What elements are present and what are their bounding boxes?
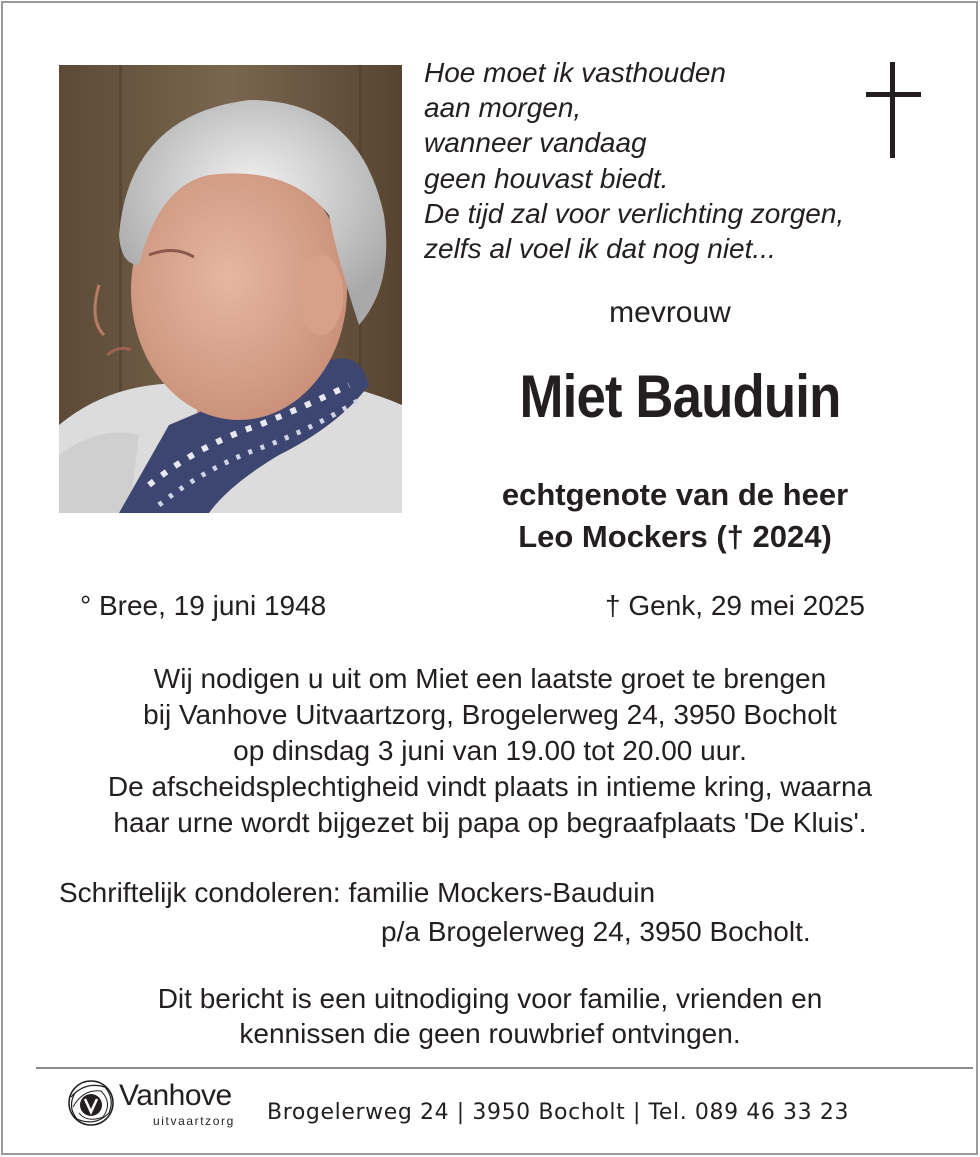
notice-text [40, 981, 940, 1051]
portrait-photo [59, 65, 402, 513]
vanhove-logo-mark-icon [65, 1077, 117, 1129]
spouse-line: echtgenote van de heer [501, 477, 849, 512]
invitation-line: haar urne wordt bijgezet bij papa op begraafplaats 'De Kluis'. [113, 807, 867, 838]
invitation-text [40, 661, 940, 841]
deceased-name: Miet Bauduin [519, 363, 841, 430]
notice-line: kennissen die geen rouwbrief ontvingen. [239, 1018, 741, 1049]
invitation-line: Wij nodigen u uit om Miet een laatste groet te brengen [153, 663, 827, 694]
poem-line: aan morgen, [424, 92, 582, 124]
logo-subtitle: uitvaartzorg [153, 1114, 235, 1128]
condolence-line: Schriftelijk condoleren: familie Mockers-Bauduin [59, 877, 656, 908]
invitation-line: op dinsdag 3 juni van 19.00 tot 20.00 uur. [233, 735, 747, 766]
footer-divider [36, 1067, 973, 1069]
death-info: † Genk, 29 mei 2025 [605, 590, 865, 621]
spouse-info [430, 474, 920, 558]
footer-address: Brogelerweg 24 | 3950 Bocholt | Tel. 089 46 33 23 [267, 1100, 850, 1125]
poem [424, 55, 864, 266]
vanhove-logo [65, 1077, 255, 1133]
invitation-line: De afscheidsplechtigheid vindt plaats in intieme kring, waarna [107, 771, 873, 802]
poem-line: geen houvast biedt. [424, 162, 669, 194]
poem-line: Hoe moet ik vasthouden [424, 57, 726, 88]
logo-name: Vanhove [119, 1079, 232, 1112]
title-prefix: mevrouw [609, 296, 731, 329]
cross-icon [866, 62, 921, 158]
condolence-line: p/a Brogelerweg 24, 3950 Bocholt. [381, 916, 811, 947]
invitation-line: bij Vanhove Uitvaartzorg, Brogelerweg 24, 3950 Bocholt [143, 699, 837, 730]
spouse-line: Leo Mockers († 2024) [518, 519, 832, 554]
poem-line: wanneer vandaag [424, 127, 647, 159]
notice-line: Dit bericht is een uitnodiging voor familie, vrienden en [157, 983, 823, 1014]
poem-line: De tijd zal voor verlichting zorgen, [424, 197, 845, 229]
poem-line: zelfs al voel ik dat nog niet... [424, 233, 776, 265]
birth-info: ° Bree, 19 juni 1948 [80, 590, 327, 621]
condolence-address [59, 873, 811, 951]
